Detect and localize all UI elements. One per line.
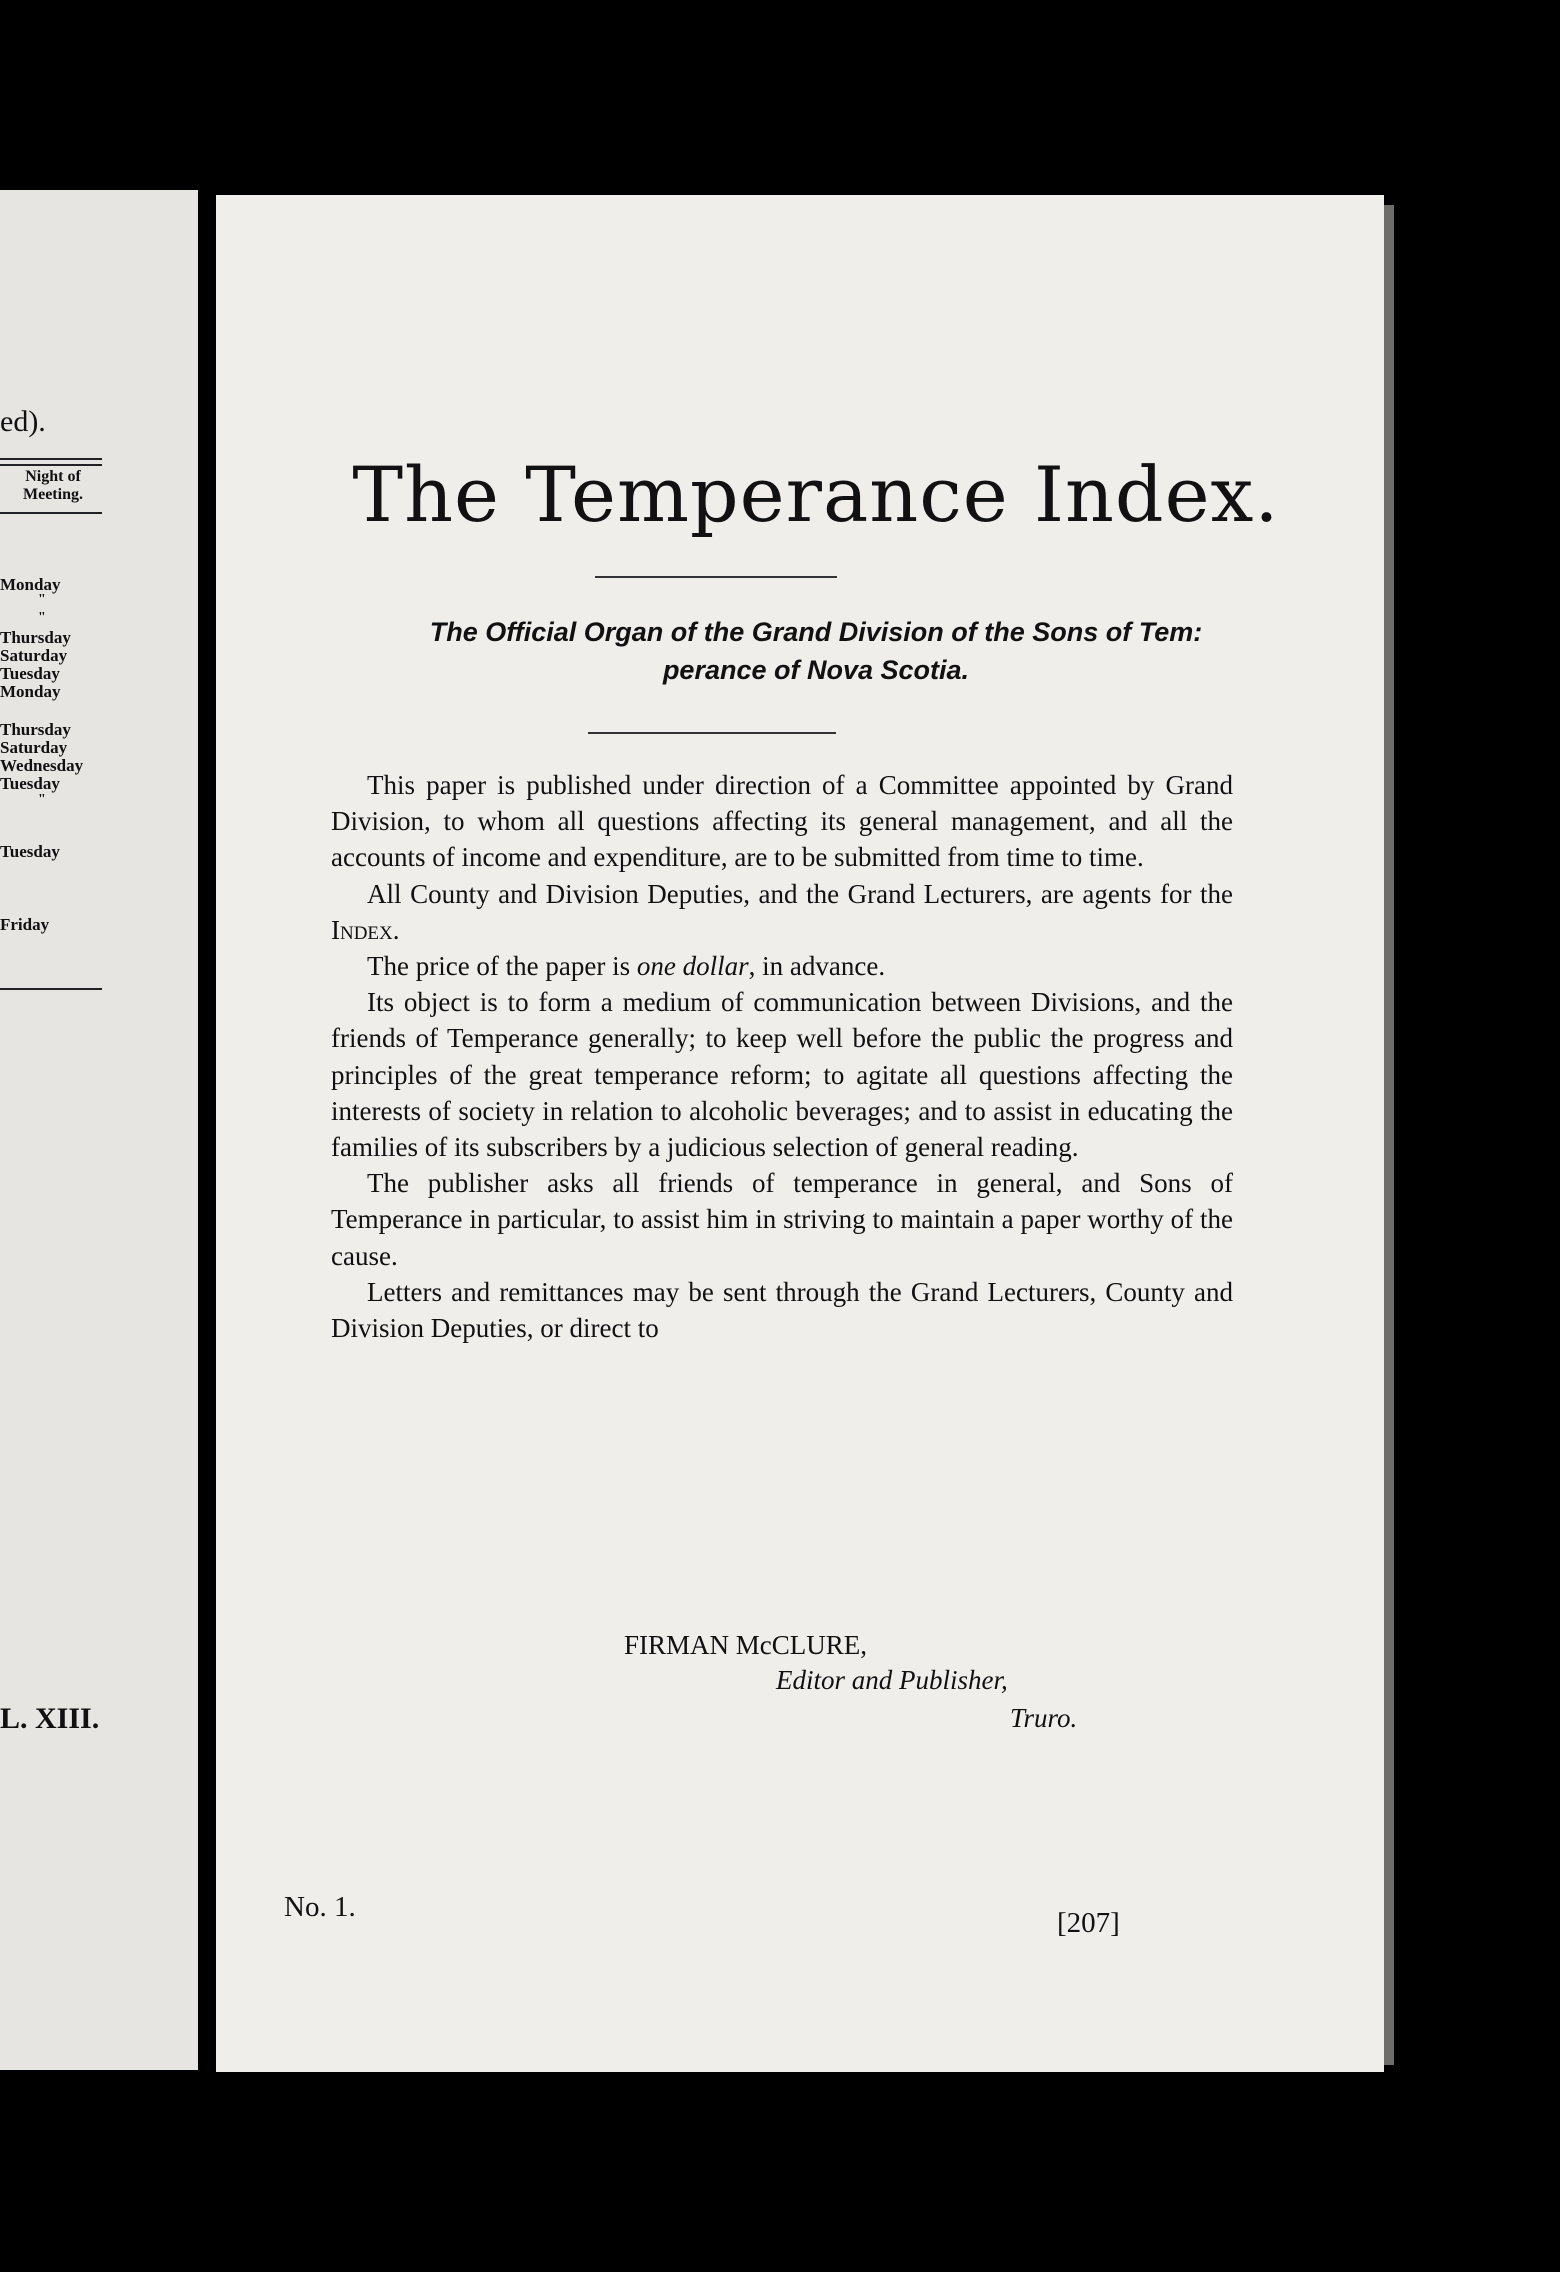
price-amount: one dollar xyxy=(636,951,749,982)
day-tuesday-1: Tuesday xyxy=(0,664,60,683)
left-rule-top xyxy=(0,458,102,460)
night-of-meeting-header xyxy=(8,468,98,504)
paragraph-letters: Letters and remittances may be sent through the Grand Lecturers, County and Division Deputies, or direct to xyxy=(331,1276,1233,1344)
signature-name: FIRMAN McCLURE, xyxy=(624,1630,868,1660)
day-wednesday: Wednesday xyxy=(0,756,84,775)
body-text xyxy=(331,767,1233,1346)
left-rule-top-2 xyxy=(0,464,102,466)
paragraph-committee: This paper is published under direction of a Committee appointed by Grand Division, to whom all questions affecting its general management, and all the accounts of income and expenditure, are to be submitted from time to time. xyxy=(331,770,1233,873)
issue-number: No. 1. xyxy=(284,1891,356,1923)
subtitle-line-2: perance of Nova Scotia. xyxy=(662,655,970,685)
signature-title: Editor and Publisher, xyxy=(776,1665,1008,1695)
day-ditto-3: " xyxy=(38,792,46,807)
price-text: The price of the paper is xyxy=(367,951,637,982)
paragraph-agents xyxy=(331,876,1233,948)
document-page xyxy=(216,195,1384,2072)
day-saturday-2: Saturday xyxy=(0,738,68,757)
price-end: , in advance. xyxy=(748,951,886,982)
previous-page-fragment xyxy=(0,190,198,2070)
paragraph-object: Its object is to form a medium of communication between Divisions, and the friends of Temperance generally; to keep well before the public the progress and principles of the great temperance reform; to agitate all questions affecting the interests of society in relation to alcoholic beverages; and to assist in educating the families of its subscribers by a judicious selection of general reading. xyxy=(331,987,1233,1163)
day-ditto-1: " xyxy=(38,592,46,607)
day-saturday-1: Saturday xyxy=(0,646,68,665)
masthead-rule xyxy=(595,576,837,578)
subtitle-rule xyxy=(588,732,836,734)
paragraph-publisher: The publisher asks all friends of temperance in general, and Sons of Temperance in particular, to assist him in striving to maintain a paper worthy of the cause. xyxy=(331,1168,1233,1271)
paragraph-price xyxy=(331,948,1233,984)
column-header-line-1: Night of xyxy=(25,468,81,485)
previous-page-header-fragment: ed). xyxy=(0,405,46,438)
day-thursday-1: Thursday xyxy=(0,628,71,647)
day-ditto-2: " xyxy=(38,610,46,625)
column-header-line-2: Meeting. xyxy=(23,486,83,503)
signature-place: Truro. xyxy=(1010,1703,1078,1733)
subtitle xyxy=(286,613,1346,689)
volume-fragment: L. XIII. xyxy=(0,1702,100,1735)
day-monday-2: Monday xyxy=(0,682,61,701)
page-edge xyxy=(1384,205,1394,2065)
page-number: [207] xyxy=(1057,1907,1120,1939)
day-tuesday-3: Tuesday xyxy=(0,842,60,861)
left-rule-header xyxy=(0,512,102,514)
agents-text: All County and Division Deputies, and the Grand Lecturers, are agents for the xyxy=(367,878,1233,909)
day-friday: Friday xyxy=(0,915,50,934)
left-rule-bottom xyxy=(0,988,102,990)
day-tuesday-2: Tuesday xyxy=(0,774,60,793)
agents-end: . xyxy=(392,914,400,945)
day-thursday-2: Thursday xyxy=(0,720,71,739)
index-name: Index xyxy=(331,914,393,945)
masthead-title: The Temperance Index. xyxy=(352,450,1280,539)
subtitle-line-1: The Official Organ of the Grand Division of the Sons of Tem: xyxy=(429,617,1203,647)
day-monday-1: Monday xyxy=(0,575,61,594)
